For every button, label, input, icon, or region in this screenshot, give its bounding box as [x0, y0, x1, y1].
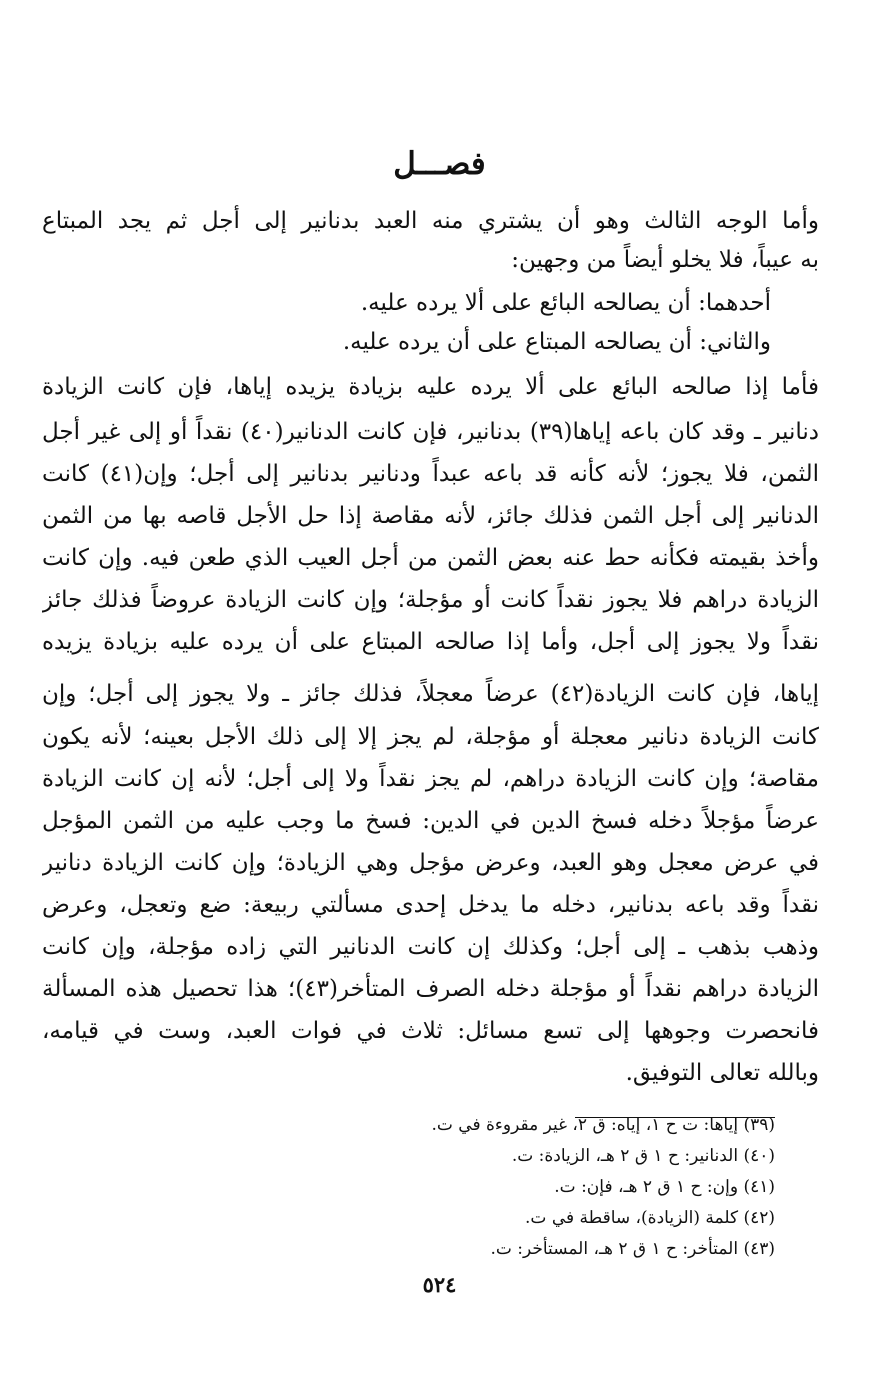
body-line: كانت الزيادة دنانير معجلة أو مؤجلة، لم يجز إلا إلى ذلك الأجل بعينه؛ لأنه يكون — [42, 724, 819, 750]
body-line: والثاني: أن يصالحه المبتاع على أن يرده عليه. — [342, 329, 771, 355]
footnote: (٤٠) الدنانير: ح ١ ق ٢ هـ، الزيادة: ت. — [511, 1146, 775, 1166]
body-line: وبالله تعالى التوفيق. — [625, 1060, 819, 1086]
body-line: الزيادة دراهم نقداً أو مؤجلة دخله الصرف المتأخر(٤٣)؛ هذا تحصيل هذه المسألة — [42, 976, 819, 1002]
section-title: فصـــل — [393, 146, 486, 182]
body-line: فأما إذا صالحه البائع على ألا يرده عليه بزيادة يزيده إياها، فإن كانت الزيادة — [42, 374, 819, 400]
body-line: وأخذ بقيمته فكأنه حط عنه بعض الثمن من أجل العيب الذي طعن فيه. وإن كانت — [42, 545, 819, 571]
body-line: الزيادة دراهم فلا يجوز نقداً كانت أو مؤجلة؛ وإن كانت الزيادة عروضاً فذلك جائز — [42, 587, 819, 613]
body-line: في عرض معجل وهو العبد، وعرض مؤجل وهي الزيادة؛ وإن كانت الزيادة دنانير — [42, 850, 819, 876]
page-number: ٥٢٤ — [422, 1272, 457, 1297]
footnote: (٤٢) كلمة (الزيادة)، ساقطة في ت. — [525, 1208, 775, 1228]
body-line: عرضاً مؤجلاً دخله فسخ الدين في الدين: فسخ ما وجب عليه من الثمن المؤجل — [42, 808, 819, 834]
body-line: نقداً وقد باعه بدنانير، دخله ما يدخل إحدى مسألتي ربيعة: ضع وتعجل، وعرض — [42, 892, 819, 918]
footnote: (٣٩) إياها: ت ح ١، إياه: ق ٢، غير مقروءة في ت. — [431, 1115, 775, 1135]
footnote: (٤١) وإن: ح ١ ق ٢ هـ، فإن: ت. — [554, 1177, 775, 1197]
body-line: الدنانير إلى أجل الثمن فذلك جائز، لأنه مقاصة إذا حل الأجل قاصه بها من الثمن — [42, 503, 819, 529]
body-line: نقداً ولا يجوز إلى أجل، وأما إذا صالحه المبتاع على أن يرده عليه بزيادة يزيده — [42, 629, 819, 655]
body-line: به عيباً، فلا يخلو أيضاً من وجهين: — [511, 247, 819, 273]
body-line: دنانير ـ وقد كان باعه إياها(٣٩) بدنانير، فإن كانت الدنانير(٤٠) نقداً أو إلى غير أجل — [42, 419, 819, 445]
body-line: وذهب بذهب ـ إلى أجل؛ وكذلك إن كانت الدنانير التي زاده مؤجلة، وإن كانت — [42, 934, 819, 960]
footnote: (٤٣) المتأخر: ح ١ ق ٢ هـ، المستأخر: ت. — [490, 1239, 775, 1259]
body-line: فانحصرت وجوهها إلى تسع مسائل: ثلاث في فوات العبد، وست في قيامه، — [42, 1018, 819, 1044]
body-line: أحدهما: أن يصالحه البائع على ألا يرده عليه. — [360, 290, 771, 316]
body-line: مقاصة؛ وإن كانت الزيادة دراهم، لم يجز نقداً ولا إلى أجل؛ لأنه إن كانت الزيادة — [42, 766, 819, 792]
body-line: الثمن، فلا يجوز؛ لأنه كأنه قد باعه عبداً ودنانير بدنانير إلى أجل؛ وإن(٤١) كانت — [42, 461, 819, 487]
body-line: إياها، فإن كانت الزيادة(٤٢) عرضاً معجلاً، فذلك جائز ـ ولا يجوز إلى أجل؛ وإن — [42, 681, 819, 707]
body-line: وأما الوجه الثالث وهو أن يشتري منه العبد بدنانير إلى أجل ثم يجد المبتاع — [42, 208, 819, 234]
